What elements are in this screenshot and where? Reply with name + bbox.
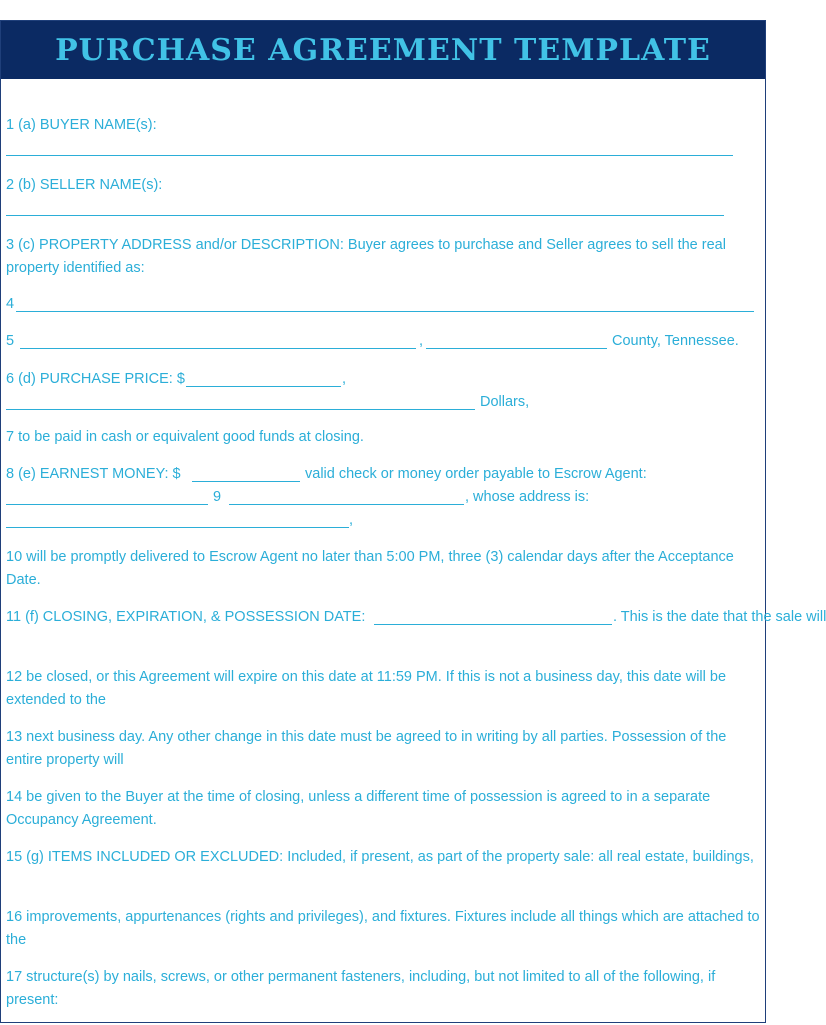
address-is-label: , whose address is:	[465, 489, 590, 505]
line17-text: 17 structure(s) by nails, screws, or other permanent fasteners, including, but not limited to all of the following, if present:	[6, 969, 716, 1008]
line14-text: 14 be given to the Buyer at the time of closing, unless a different time of possession is agreed to in a separate Occupancy Agreement.	[6, 789, 711, 828]
title-bar	[1, 21, 765, 79]
earnest-label: 8 (e) EARNEST MONEY: $	[6, 466, 181, 482]
escrow-agent-blank-b[interactable]	[229, 504, 464, 505]
buyer-label: 1 (a) BUYER NAME(s):	[6, 117, 157, 133]
property-text: 3 (c) PROPERTY ADDRESS and/or DESCRIPTION: Buyer agrees to purchase and Seller agrees to sell the real property identified as:	[6, 237, 726, 276]
line11-label: 11 (f) CLOSING, EXPIRATION, & POSSESSION DATE:	[6, 609, 366, 625]
price-label: 6 (d) PURCHASE PRICE: $	[6, 371, 185, 387]
address-blank[interactable]	[6, 527, 349, 528]
dollars-blank[interactable]	[6, 409, 475, 410]
line5-blank-a[interactable]	[20, 348, 416, 349]
line12-text: 12 be closed, or this Agreement will expire on this date at 11:59 PM. If this is not a business day, this date will be extended to the	[6, 669, 727, 708]
earnest-text: valid check or money order payable to Escrow Agent:	[305, 466, 647, 482]
document-page	[0, 20, 826, 1023]
dollars-label: Dollars,	[480, 394, 530, 410]
earnest-blank[interactable]	[192, 481, 300, 482]
line4-label: 4	[6, 296, 15, 312]
line5-label: 5	[6, 333, 15, 349]
price-comma: ,	[342, 371, 347, 387]
line5-blank-b[interactable]	[426, 348, 607, 349]
price-blank[interactable]	[186, 386, 341, 387]
line16-text: 16 improvements, appurtenances (rights and privileges), and fixtures. Fixtures include all things which are attached to the	[6, 909, 760, 948]
escrow-agent-blank[interactable]	[6, 504, 208, 505]
seller-label: 2 (b) SELLER NAME(s):	[6, 177, 163, 193]
county-label: County, Tennessee.	[612, 333, 739, 349]
closing-date-blank[interactable]	[374, 624, 612, 625]
line4-blank[interactable]	[16, 311, 754, 312]
line10-text: 10 will be promptly delivered to Escrow Agent no later than 5:00 PM, three (3) calendar days after the Acceptance Date.	[6, 549, 734, 588]
buyer-line[interactable]	[6, 155, 733, 156]
line11-tail: . This is the date that the sale will	[613, 609, 826, 625]
comma: ,	[419, 333, 424, 349]
line7-text: 7 to be paid in cash or equivalent good funds at closing.	[6, 429, 364, 445]
line15-text: 15 (g) ITEMS INCLUDED OR EXCLUDED: Included, if present, as part of the property sale: all real estate, buildings,	[6, 849, 754, 865]
seller-line[interactable]	[6, 215, 724, 216]
document-title: PURCHASE AGREEMENT TEMPLATE	[55, 32, 711, 68]
line13-text: 13 next business day. Any other change in this date must be agreed to in writing by all parties. Possession of the entire property will	[6, 729, 727, 768]
nine-label: 9	[213, 489, 222, 505]
address-comma: ,	[349, 512, 354, 528]
